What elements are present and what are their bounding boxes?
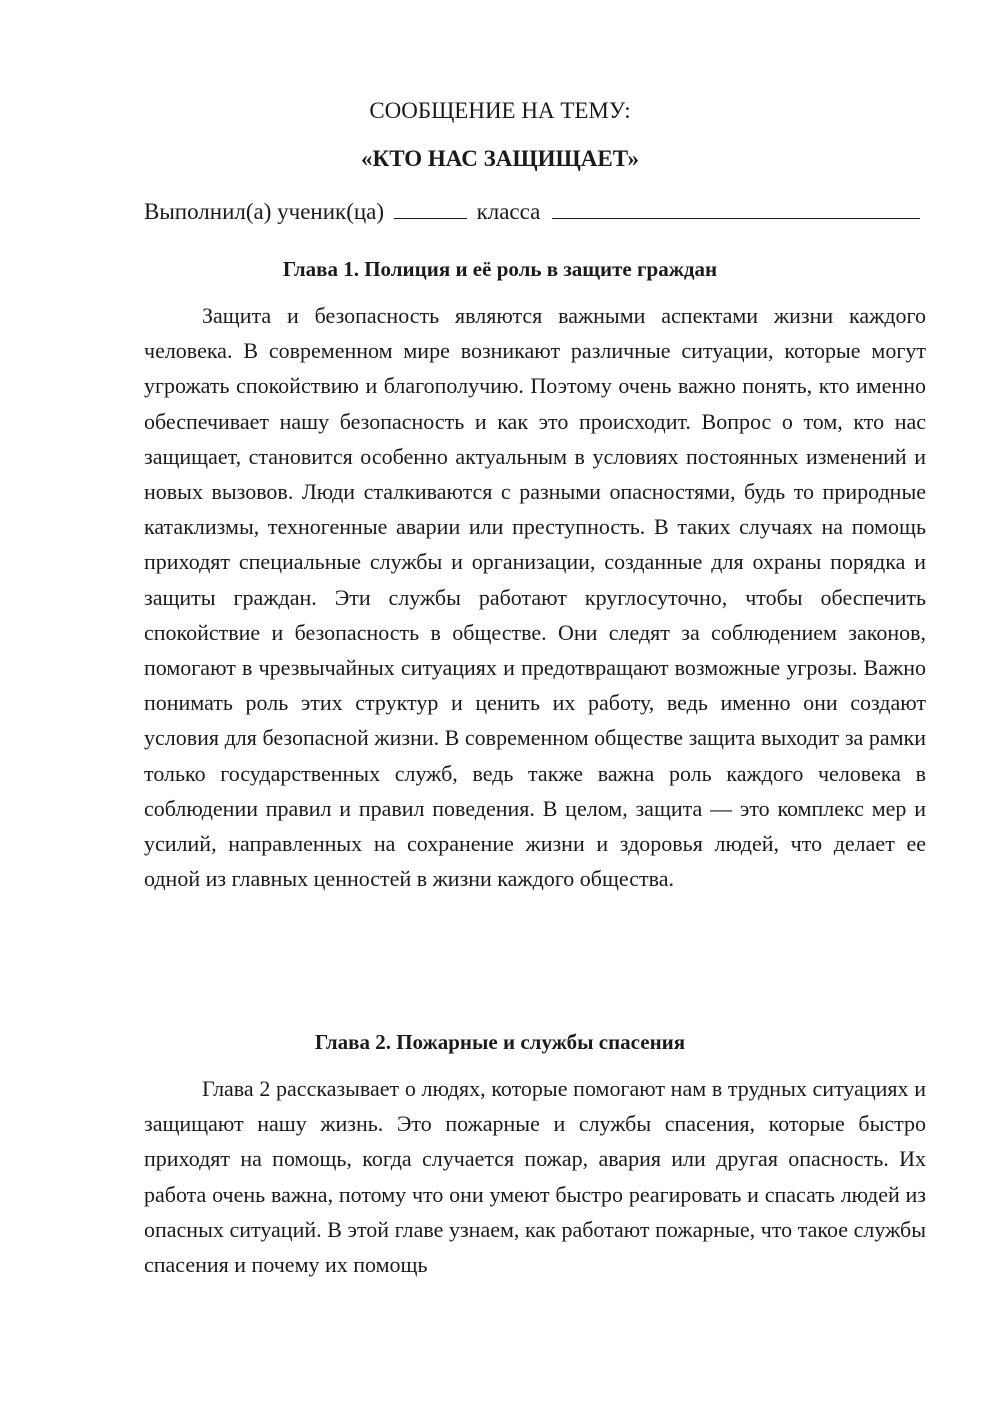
- author-prefix: Выполнил(а) ученик(ца): [144, 199, 385, 224]
- author-line: [144, 197, 926, 227]
- class-number-blank: [394, 198, 467, 219]
- document-title-line-1: СООБЩЕНИЕ НА ТЕМУ:: [369, 98, 631, 123]
- section-paragraph-chapter-1: Защита и безопасность являются важными аспектами жизни каждого человека. В современном мире возникают различные ситуации, которые могут угрожать спокойствию и благополучию. Поэтому очень важно понять, кто именно обеспечивает нашу безопасность и как это происходит. Вопрос о том, кто нас защищает, становится особенно актуальным в условиях постоянных изменений и новых вызовов. Люди сталкиваются с разными опасностями, будь то природные катаклизмы, техногенные аварии или преступность. В таких случаях на помощь приходят специальные службы и организации, созданные для охраны порядка и защиты граждан. Эти службы работают круглосуточно, чтобы обеспечить спокойствие и безопасность в обществе. Они следят за соблюдением законов, помогают в чрезвычайных ситуациях и предотвращают возможные угрозы. Важно понимать роль этих структур и ценить их работу, ведь именно они создают условия для безопасной жизни. В современном обществе защита выходит за рамки только государственных служб, ведь также важна роль каждого человека в соблюдении правил и правил поведения. В целом, защита — это комплекс мер и усилий, направленных на сохранение жизни и здоровья людей, что делает ее одной из главных ценностей в жизни каждого общества.: [144, 303, 926, 892]
- document-title-topic: «КТО НАС ЗАЩИЩАЕТ»: [361, 146, 639, 171]
- section-heading-chapter-2: Глава 2. Пожарные и службы спасения: [314, 1030, 686, 1054]
- section-heading-chapter-1: Глава 1. Полиция и её роль в защите граждан: [282, 257, 718, 281]
- section-paragraph-chapter-2: Глава 2 рассказывает о людях, которые помогают нам в трудных ситуациях и защищают нашу жизнь. Это пожарные и службы спасения, которые быстро приходят на помощь, когда случается пожар, авария или другая опасность. Их работа очень важна, потому что они умеют быстро реагировать и спасать людей из опасных ситуаций. В этой главе узнаем, как работают пожарные, что такое службы спасения и почему их помощь: [144, 1076, 926, 1278]
- class-word: класса: [476, 199, 541, 224]
- student-name-blank: [552, 198, 920, 219]
